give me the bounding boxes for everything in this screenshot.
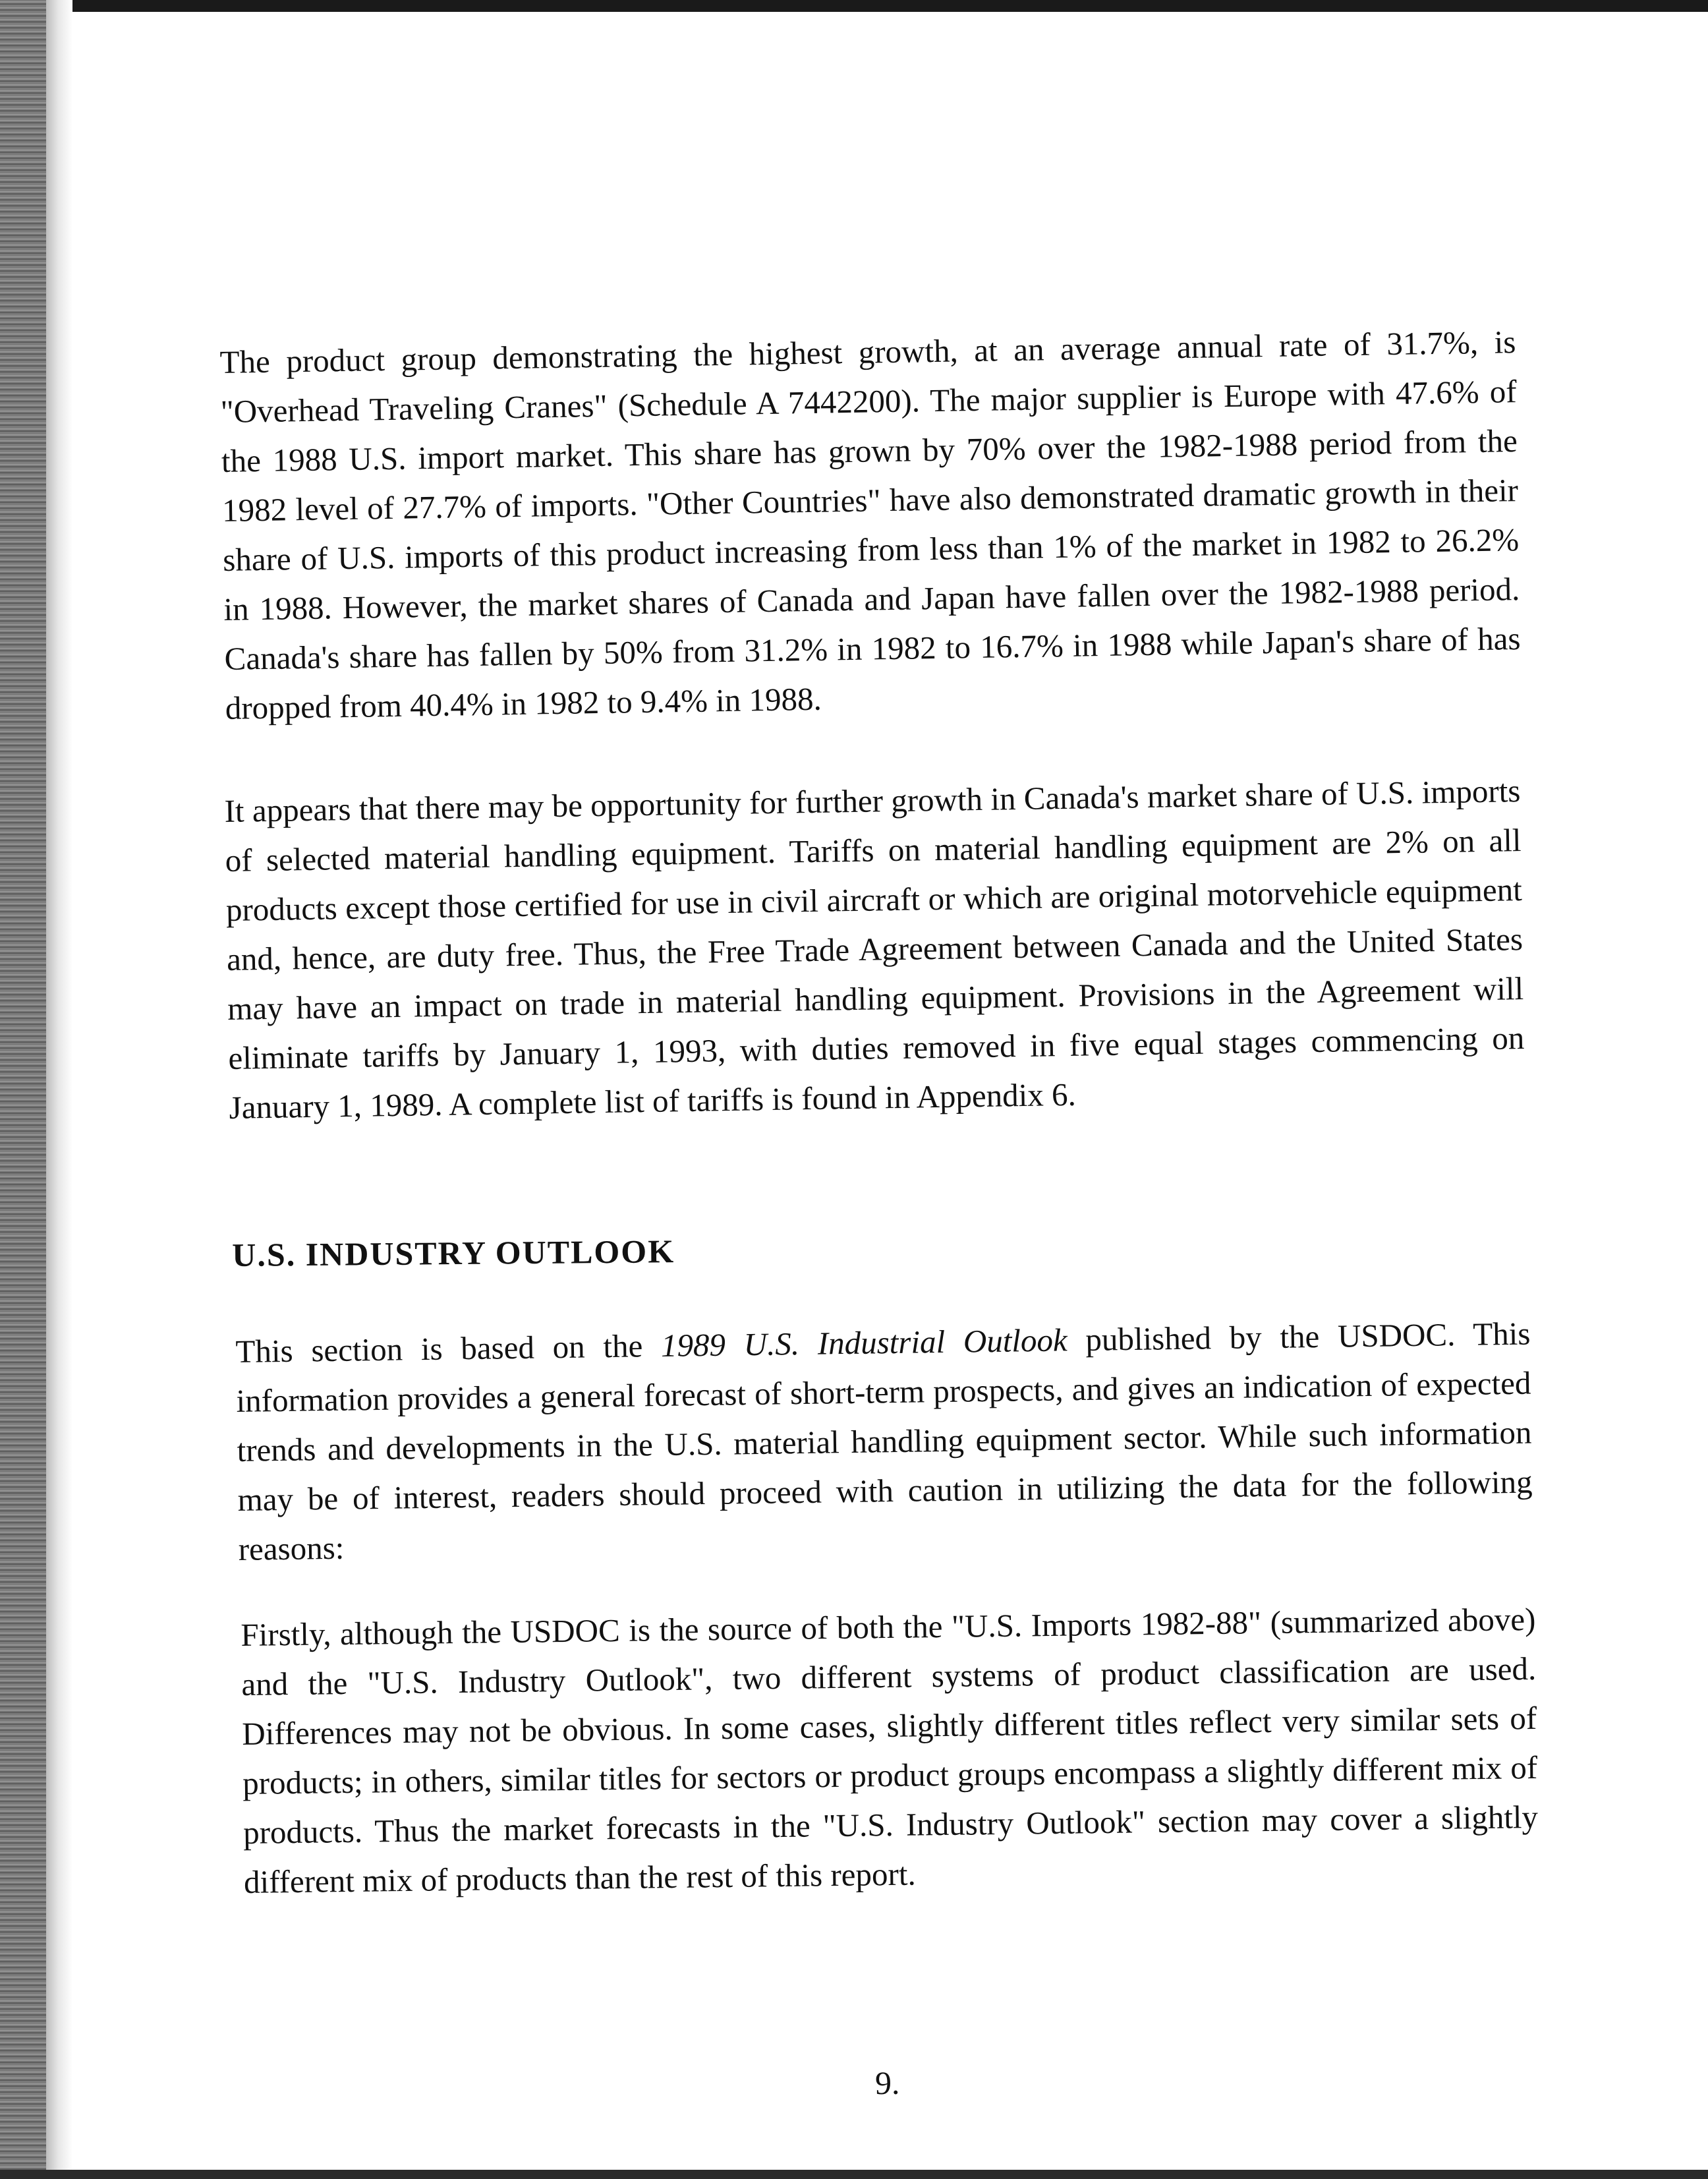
scan-bottom-edge (0, 2170, 1708, 2179)
publication-title: 1989 U.S. Industrial Outlook (660, 1322, 1068, 1364)
paragraph-tariffs: It appears that there may be opportunity for further growth in Canada's market share of U.S. imports of selected material handling equipment. Tariffs on material handling equipment are 2% on all products except those certified for use in civil aircraft or which are original motorvehicle equipment and, hence, are duty free. Thus, the Free Trade Agreement between Canada and the United States may have an impact on trade in material handling equipment. Provisions in the Agreement will eliminate tariffs by January 1, 1993, with duties removed in five equal stages commencing on January 1, 1989. A complete list of tariffs is found in Appendix 6. (224, 772, 1525, 1126)
paragraph-classification-caveat: Firstly, although the USDOC is the source of both the "U.S. Imports 1982-88" (summarized above) and the "U.S. Industry Outlook", two different systems of product classification are used. Differences may not be obvious. In some cases, slightly different titles reflect very similar sets of products; in others, similar titles for sectors or product groups encompass a slightly different mix of products. Thus the market forecasts in the "U.S. Industry Outlook" section may cover a slightly different mix of products than the rest of this report. (241, 1600, 1539, 1900)
paragraph-text-rest: published by the USDOC. This information provides a general forecast of short-term prospects, and gives an indication of expected trends and developments in the U.S. material handling equipment sector. While such information may be of interest, readers should proceed with caution in utilizing the data for the following reasons: (236, 1315, 1533, 1567)
page-number: 9. (875, 2064, 900, 2101)
paragraph-text-lead: This section is based on the (235, 1327, 662, 1370)
paragraph-overhead-cranes: The product group demonstrating the highest growth, at an average annual rate of 31.7%, is "Overhead Traveling Cranes" (Schedule A 7442200). The major supplier is Europe with 47.6% of the 1988 U.S. import market. This share has grown by 70% over the 1982-1988 period from the 1982 level of 27.7% of imports. "Other Countries" have also demonstrated dramatic growth in their share of U.S. imports of this product increasing from less than 1% of the market in 1982 to 26.2% in 1988. However, the market shares of Canada and Japan have fallen over the 1982-1988 period. Canada's share has fallen by 50% from 31.2% in 1982 to 16.7% in 1988 while Japan's share of has dropped from 40.4% in 1982 to 9.4% in 1988. (219, 324, 1521, 726)
paragraph-outlook-intro (235, 1309, 1533, 1574)
section-heading: U.S. INDUSTRY OUTLOOK (232, 1233, 675, 1273)
scan-binding-edge (0, 0, 46, 2179)
scan-binding-shadow (46, 0, 72, 2179)
scan-top-edge (0, 0, 1708, 12)
